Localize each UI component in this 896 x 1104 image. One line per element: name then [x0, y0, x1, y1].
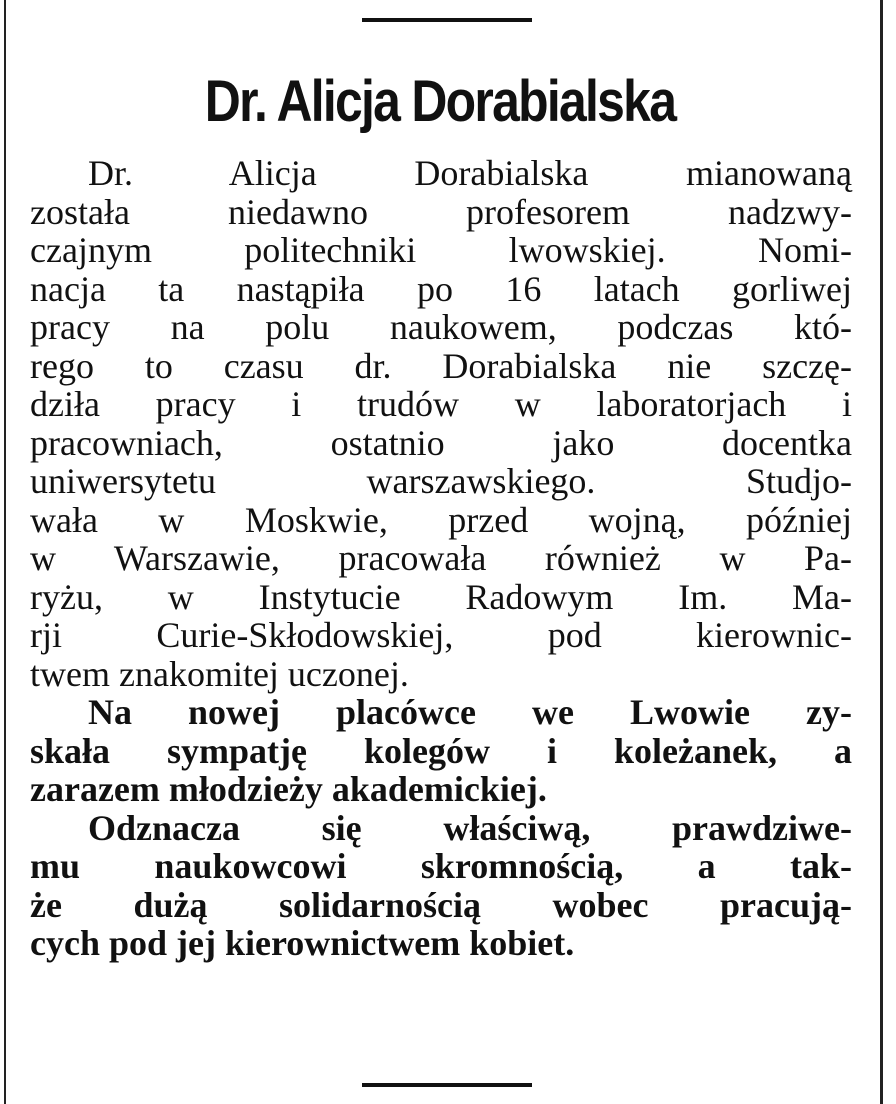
article-line: zarazem młodzieży akademickiej.	[30, 769, 547, 809]
column-border-left	[4, 0, 6, 1104]
article-line: mu naukowcowi skromnością, a tak-	[30, 846, 852, 886]
article-line: cych pod jej kierownictwem kobiet.	[30, 923, 575, 963]
article-line: twem znakomitej uczonej.	[30, 653, 409, 694]
article-line: rji Curie-Skłodowskiej, pod kierownic-	[30, 615, 852, 655]
article-line: skała sympatję kolegów i koleżanek, a	[30, 730, 852, 771]
article-line: rego to czasu dr. Dorabialska nie szczę-	[30, 345, 852, 386]
article-line: Na nowej placówce we Lwowie zy-	[88, 692, 852, 732]
top-divider-rule	[362, 18, 532, 22]
article-line: pracowniach, ostatnio jako docentka	[30, 422, 852, 463]
bottom-divider-rule	[362, 1083, 532, 1087]
column-border-right	[880, 0, 883, 1104]
article-line: pracy na polu naukowem, podczas któ-	[30, 307, 852, 347]
article-body	[30, 154, 852, 963]
article-line: czajnym politechniki lwowskiej. Nomi-	[30, 230, 852, 270]
article-line: uniwersytetu warszawskiego. Studjo-	[30, 461, 852, 501]
article-line: Odznacza się właściwą, prawdziwe-	[88, 807, 852, 848]
article-line: została niedawno profesorem nadzwy-	[30, 191, 852, 232]
article-line: dziła pracy i trudów w laboratorjach i	[30, 384, 852, 424]
article-line: że dużą solidarnością wobec pracują-	[30, 884, 852, 925]
article-line: ryżu, w Instytucie Radowym Im. Ma-	[30, 576, 852, 617]
article-line: w Warszawie, pracowała również w Pa-	[30, 538, 852, 578]
article-line: Dr. Alicja Dorabialska mianowaną	[88, 153, 852, 193]
article-line: wała w Moskwie, przed wojną, później	[30, 499, 852, 540]
article-line: nacja ta nastąpiła po 16 latach gorliwej	[30, 268, 852, 309]
article-headline: Dr. Alicja Dorabialska	[204, 69, 676, 134]
